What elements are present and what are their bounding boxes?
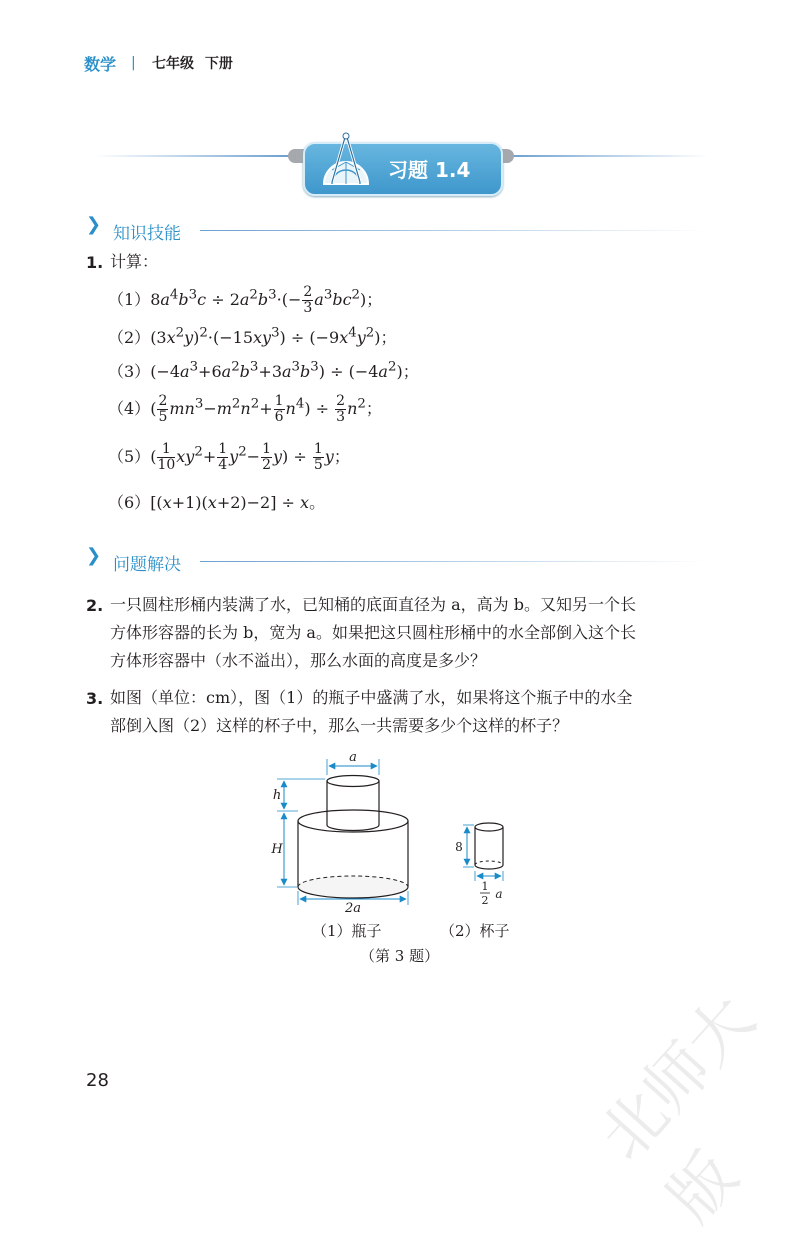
section-divider — [200, 561, 710, 562]
list-item: $(3)(-4a^3+6a^2b^3+3a^3b^3) \div (-4a^2)$； — [108, 359, 419, 381]
chevron-right-icon: ❯ — [86, 545, 102, 566]
compass-protractor-icon — [318, 128, 374, 190]
question-text-line: 如图（单位：cm），图（1）的瓶子中盛满了水，如果将这个瓶子中的水全 — [110, 688, 633, 707]
question-number: 1. — [86, 253, 104, 272]
figure-caption-main: （第 3 题） — [360, 947, 440, 965]
label-2a: 2a — [344, 901, 362, 915]
list-item: （6）[(x+1)(x+2)−2] ÷ x。 — [108, 493, 326, 512]
banner-rule-left — [95, 155, 290, 157]
chevron-right-icon: ❯ — [86, 214, 102, 235]
section-divider — [200, 230, 710, 231]
question-text-line: 方体形容器的长为 b，宽为 a。如果把这只圆柱形桶中的水全部倒入这个长 — [110, 623, 636, 642]
label-half-den: 2 — [481, 894, 489, 907]
list-item: $(1)8a^4b^3c \div 2a^2b^3\cdot(-$ $\frac{2}{3}$ $a^3bc^2$)； — [108, 284, 383, 316]
label-half-var: a — [495, 887, 503, 901]
question-text-line: 部倒入图（2）这样的杯子中，那么一共需要多少个这样的杯子？ — [110, 716, 569, 735]
header-separator: | — [131, 55, 136, 71]
label-H: H — [271, 842, 283, 857]
list-item: $(2)(3x^2y)^2\cdot(-15xy^3) \div (-9x^4y^2)$； — [108, 325, 397, 347]
header-subject: 数学 — [84, 55, 117, 74]
question-number: 2. — [86, 596, 104, 615]
label-h: h — [272, 788, 282, 803]
label-half-num: 1 — [481, 880, 489, 893]
question-text-line: 方体形容器中（水不溢出），那么水面的高度是多少？ — [110, 651, 487, 670]
question-number: 3. — [86, 689, 104, 708]
header-grade: 七年级 下册 — [152, 56, 233, 72]
bottle-cup-figure — [255, 745, 535, 915]
figure-caption-bottle: （1）瓶子 — [312, 922, 382, 940]
question-text-line: 一只圆柱形桶内装满了水，已知桶的底面直径为 a，高为 b。又知另一个长 — [110, 595, 636, 614]
list-item: （4）( $\frac{2}{5}$ $mn^3-m^2n^2+$ $\frac{1}{6}$ $n^4$) ÷ $\frac{2}{3}$ $n^2$； — [108, 393, 382, 425]
section-title-skills: 知识技能 — [113, 224, 181, 244]
question-prompt: 计算： — [110, 252, 159, 271]
label-a: a — [349, 750, 357, 765]
label-8: 8 — [455, 840, 463, 854]
exercise-title: 习题 1.4 — [388, 158, 471, 182]
figure-caption-cup: （2）杯子 — [440, 922, 510, 940]
section-title-problems: 问题解决 — [113, 555, 181, 575]
page-number: 28 — [86, 1070, 109, 1091]
watermark: 北师大版 — [586, 982, 770, 1237]
list-item: （5）( $\frac{1}{10}$ $xy^2+$ $\frac{1}{4}$ $y^2-$ $\frac{1}{2}$ y) ÷ $\frac{1}{5}$ y； — [108, 441, 350, 473]
banner-rule-right — [508, 155, 708, 157]
